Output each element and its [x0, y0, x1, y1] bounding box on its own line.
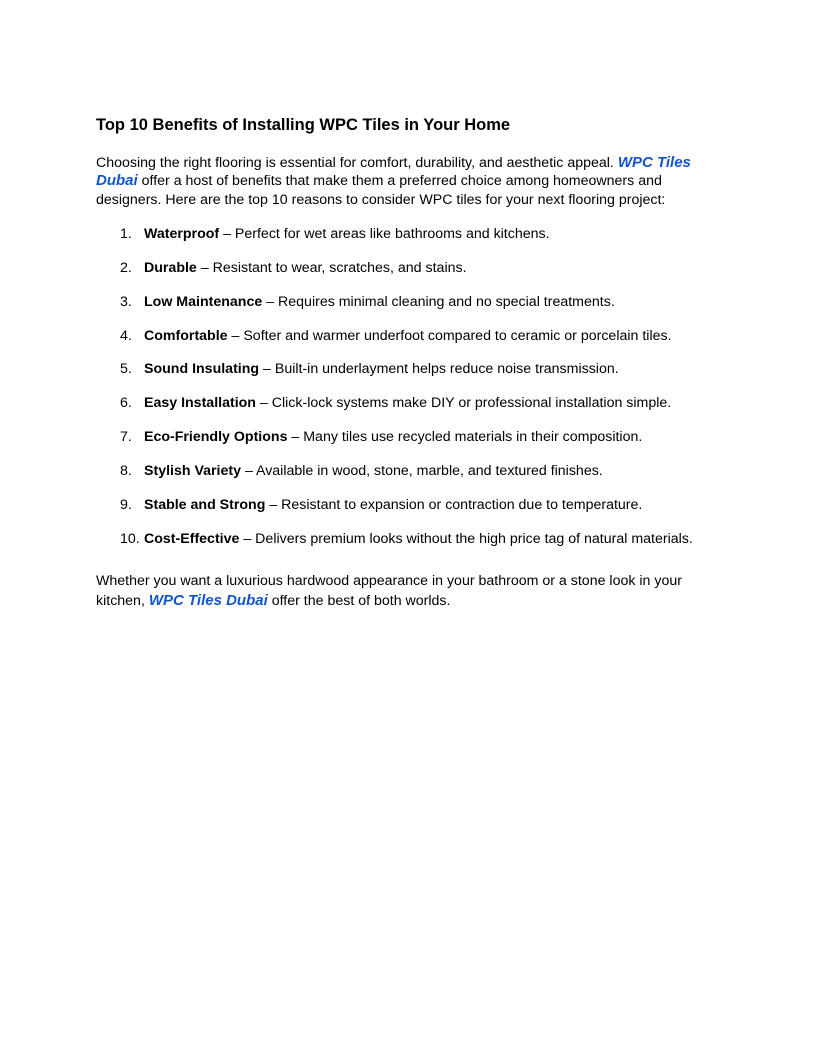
benefit-description: – Delivers premium looks without the high price tag of natural materials. — [239, 530, 693, 547]
intro-text-before: Choosing the right flooring is essential for comfort, durability, and aesthetic appeal. — [96, 155, 618, 171]
wpc-tiles-dubai-link[interactable]: WPC Tiles Dubai — [148, 592, 268, 610]
list-item — [96, 293, 722, 311]
list-number: 1. — [120, 225, 132, 242]
list-number: 6. — [120, 395, 132, 412]
benefit-description: – Resistant to wear, scratches, and stains. — [196, 259, 467, 276]
list-number: 5. — [120, 361, 132, 378]
benefit-description: – Resistant to expansion or contraction due to temperature. — [265, 497, 643, 514]
benefit-term: Low Maintenance — [144, 293, 263, 310]
benefit-term: Cost-Effective — [144, 530, 240, 547]
benefit-term: Sound Insulating — [144, 361, 260, 378]
benefit-term: Comfortable — [144, 327, 228, 344]
benefit-term: Stable and Strong — [144, 497, 266, 514]
benefit-description: – Perfect for wet areas like bathrooms and kitchens. — [219, 225, 550, 242]
list-number: 9. — [120, 497, 132, 514]
list-number: 10. — [120, 530, 140, 547]
list-item — [96, 327, 722, 345]
closing-paragraph — [96, 572, 722, 612]
outro-text-before: Whether you want a luxurious hardwood appearance in your bathroom or a stone look in your kitchen, — [96, 572, 682, 610]
page-title: Top 10 Benefits of Installing WPC Tiles in Your Home — [96, 116, 511, 134]
benefits-list — [96, 225, 722, 548]
list-item — [96, 530, 722, 548]
list-item — [96, 428, 722, 446]
benefit-description: – Many tiles use recycled materials in their composition. — [287, 429, 643, 446]
list-number: 3. — [120, 293, 132, 310]
intro-text-after: offer a host of benefits that make them a preferred choice among homeowners and designers. Here are the top 10 reasons to consider WPC tiles for your next flooring project: — [96, 173, 666, 208]
benefit-term: Durable — [144, 259, 197, 276]
benefit-description: – Built-in underlayment helps reduce noise transmission. — [259, 361, 619, 378]
benefit-term: Stylish Variety — [144, 463, 241, 480]
list-number: 2. — [120, 259, 132, 276]
list-item — [96, 394, 722, 412]
list-number: 7. — [120, 429, 132, 446]
document-page — [96, 114, 722, 612]
outro-text-after: offer the best of both worlds. — [267, 593, 451, 610]
benefit-description: – Available in wood, stone, marble, and textured finishes. — [241, 463, 603, 480]
benefit-description: – Softer and warmer underfoot compared to ceramic or porcelain tiles. — [227, 327, 672, 344]
benefit-description: – Requires minimal cleaning and no special treatments. — [262, 293, 615, 310]
benefit-term: Easy Installation — [144, 395, 256, 412]
benefit-term: Eco-Friendly Options — [144, 429, 288, 446]
list-item — [96, 360, 722, 378]
benefit-term: Waterproof — [144, 225, 220, 242]
list-item — [96, 225, 722, 243]
list-item — [96, 496, 722, 514]
list-item — [96, 462, 722, 480]
wpc-tiles-dubai-link[interactable]: WPC Tiles Dubai — [96, 154, 691, 190]
list-item — [96, 259, 722, 277]
list-number: 8. — [120, 463, 132, 480]
intro-paragraph — [96, 154, 722, 209]
benefit-description: – Click-lock systems make DIY or professional installation simple. — [255, 395, 672, 412]
list-number: 4. — [120, 327, 132, 344]
